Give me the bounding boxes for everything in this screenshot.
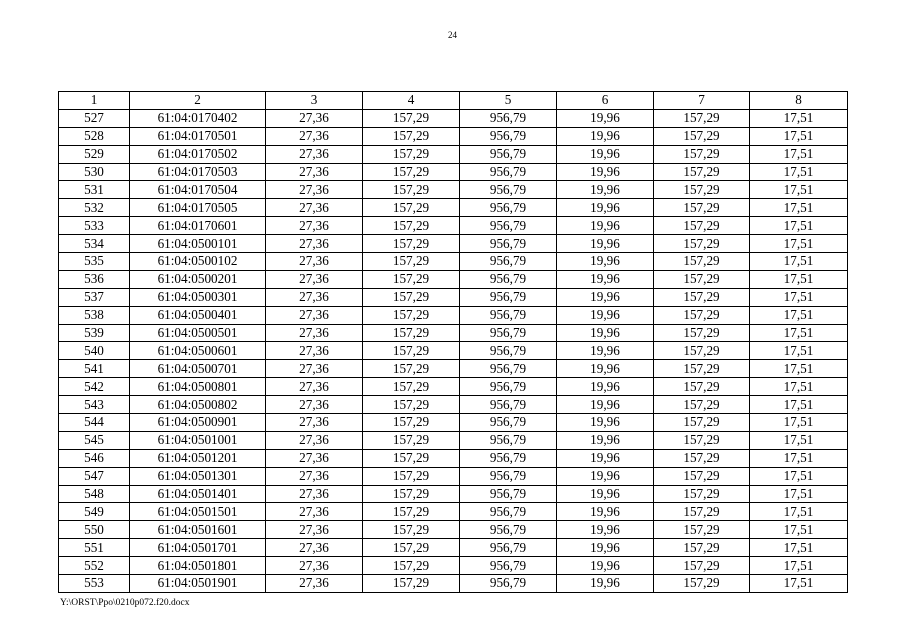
table-cell: 157,29: [363, 467, 460, 485]
table-cell: 527: [59, 109, 130, 127]
table-cell: 956,79: [460, 539, 557, 557]
table-row: [59, 288, 848, 306]
table-cell: 539: [59, 324, 130, 342]
table-row: [59, 467, 848, 485]
table-cell: 533: [59, 217, 130, 235]
column-header-2: 2: [130, 92, 266, 110]
table-cell: 548: [59, 485, 130, 503]
column-header-3: 3: [266, 92, 363, 110]
table-cell: 61:04:0170501: [130, 127, 266, 145]
table-cell: 61:04:0500102: [130, 253, 266, 271]
table-cell: 17,51: [750, 324, 848, 342]
table-cell: 19,96: [557, 431, 654, 449]
table-cell: 547: [59, 467, 130, 485]
table-cell: 19,96: [557, 467, 654, 485]
table-cell: 157,29: [363, 235, 460, 253]
table-cell: 536: [59, 270, 130, 288]
table-cell: 27,36: [266, 181, 363, 199]
table-cell: 956,79: [460, 467, 557, 485]
table-cell: 61:04:0500801: [130, 378, 266, 396]
table-cell: 157,29: [654, 557, 750, 575]
table-cell: 157,29: [654, 127, 750, 145]
table-cell: 157,29: [363, 539, 460, 557]
table-row: [59, 575, 848, 593]
table-cell: 17,51: [750, 557, 848, 575]
table-cell: 19,96: [557, 414, 654, 432]
table-cell: 61:04:0500701: [130, 360, 266, 378]
page-number: 24: [448, 30, 457, 40]
table-cell: 535: [59, 253, 130, 271]
table-row: [59, 431, 848, 449]
table-cell: 157,29: [654, 145, 750, 163]
table-cell: 17,51: [750, 145, 848, 163]
table-cell: 19,96: [557, 449, 654, 467]
table-row: [59, 109, 848, 127]
table-cell: 956,79: [460, 181, 557, 199]
table-cell: 61:04:0500101: [130, 235, 266, 253]
table-cell: 157,29: [363, 145, 460, 163]
table-body: [59, 109, 848, 592]
table-cell: 19,96: [557, 342, 654, 360]
table-cell: 157,29: [363, 485, 460, 503]
table-cell: 157,29: [363, 396, 460, 414]
table-cell: 956,79: [460, 109, 557, 127]
table-cell: 534: [59, 235, 130, 253]
table-cell: 157,29: [654, 431, 750, 449]
table-cell: 17,51: [750, 270, 848, 288]
table-cell: 27,36: [266, 270, 363, 288]
table-cell: 157,29: [654, 109, 750, 127]
table-cell: 61:04:0500601: [130, 342, 266, 360]
table-cell: 61:04:0501401: [130, 485, 266, 503]
table-cell: 17,51: [750, 503, 848, 521]
table-cell: 956,79: [460, 163, 557, 181]
table-cell: 549: [59, 503, 130, 521]
table-cell: 956,79: [460, 396, 557, 414]
table-row: [59, 521, 848, 539]
table-row: [59, 181, 848, 199]
table-row: [59, 324, 848, 342]
table-cell: 956,79: [460, 127, 557, 145]
column-header-4: 4: [363, 92, 460, 110]
table-cell: 956,79: [460, 270, 557, 288]
table-cell: 157,29: [654, 521, 750, 539]
table-cell: 61:04:0500201: [130, 270, 266, 288]
table-cell: 157,29: [654, 575, 750, 593]
table-cell: 157,29: [654, 378, 750, 396]
table-cell: 17,51: [750, 360, 848, 378]
table-cell: 61:04:0501501: [130, 503, 266, 521]
table-cell: 956,79: [460, 288, 557, 306]
table-cell: 17,51: [750, 306, 848, 324]
table-cell: 157,29: [363, 575, 460, 593]
table-cell: 19,96: [557, 235, 654, 253]
table-cell: 157,29: [654, 503, 750, 521]
table-cell: 157,29: [363, 217, 460, 235]
table-row: [59, 378, 848, 396]
table-cell: 19,96: [557, 378, 654, 396]
table-row: [59, 253, 848, 271]
table-cell: 956,79: [460, 235, 557, 253]
table-cell: 61:04:0500901: [130, 414, 266, 432]
table-cell: 17,51: [750, 539, 848, 557]
table-cell: 956,79: [460, 449, 557, 467]
table-cell: 17,51: [750, 378, 848, 396]
table-cell: 27,36: [266, 217, 363, 235]
table-cell: 61:04:0501701: [130, 539, 266, 557]
header-row: [59, 92, 848, 110]
table-cell: 61:04:0500501: [130, 324, 266, 342]
table-cell: 956,79: [460, 217, 557, 235]
table-cell: 544: [59, 414, 130, 432]
table-row: [59, 557, 848, 575]
table-cell: 61:04:0170502: [130, 145, 266, 163]
table-cell: 540: [59, 342, 130, 360]
table-cell: 530: [59, 163, 130, 181]
table-cell: 61:04:0501801: [130, 557, 266, 575]
table-cell: 157,29: [363, 521, 460, 539]
table-cell: 956,79: [460, 199, 557, 217]
table-cell: 27,36: [266, 324, 363, 342]
table-cell: 157,29: [654, 288, 750, 306]
table-cell: 17,51: [750, 521, 848, 539]
table-cell: 542: [59, 378, 130, 396]
table-cell: 27,36: [266, 449, 363, 467]
table-cell: 552: [59, 557, 130, 575]
table-cell: 17,51: [750, 396, 848, 414]
table-cell: 61:04:0501001: [130, 431, 266, 449]
table-cell: 27,36: [266, 503, 363, 521]
table-cell: 27,36: [266, 485, 363, 503]
table-cell: 61:04:0170503: [130, 163, 266, 181]
table-cell: 19,96: [557, 217, 654, 235]
table-cell: 61:04:0170504: [130, 181, 266, 199]
table-cell: 956,79: [460, 253, 557, 271]
table-cell: 157,29: [654, 360, 750, 378]
table-cell: 157,29: [363, 199, 460, 217]
table-cell: 19,96: [557, 127, 654, 145]
table-cell: 157,29: [363, 557, 460, 575]
table-cell: 17,51: [750, 288, 848, 306]
column-header-6: 6: [557, 92, 654, 110]
table-cell: 537: [59, 288, 130, 306]
table-cell: 19,96: [557, 270, 654, 288]
table-cell: 27,36: [266, 396, 363, 414]
table-cell: 61:04:0170505: [130, 199, 266, 217]
table-cell: 19,96: [557, 360, 654, 378]
table-row: [59, 414, 848, 432]
table-cell: 157,29: [363, 288, 460, 306]
table-cell: 27,36: [266, 378, 363, 396]
table-cell: 61:04:0500401: [130, 306, 266, 324]
table-cell: 17,51: [750, 217, 848, 235]
table-cell: 157,29: [654, 485, 750, 503]
table-cell: 19,96: [557, 324, 654, 342]
table-cell: 27,36: [266, 557, 363, 575]
table-cell: 17,51: [750, 163, 848, 181]
table-cell: 157,29: [363, 127, 460, 145]
table-cell: 61:04:0501301: [130, 467, 266, 485]
table-cell: 956,79: [460, 557, 557, 575]
table-cell: 956,79: [460, 324, 557, 342]
table-cell: 27,36: [266, 360, 363, 378]
column-header-7: 7: [654, 92, 750, 110]
table-cell: 61:04:0501601: [130, 521, 266, 539]
table-cell: 19,96: [557, 306, 654, 324]
table-cell: 27,36: [266, 127, 363, 145]
table-cell: 19,96: [557, 163, 654, 181]
table-row: [59, 235, 848, 253]
table-cell: 27,36: [266, 109, 363, 127]
column-header-8: 8: [750, 92, 848, 110]
table-cell: 157,29: [363, 306, 460, 324]
table-cell: 546: [59, 449, 130, 467]
column-header-1: 1: [59, 92, 130, 110]
table-cell: 27,36: [266, 145, 363, 163]
table-cell: 543: [59, 396, 130, 414]
table-cell: 528: [59, 127, 130, 145]
table-cell: 157,29: [363, 253, 460, 271]
table-row: [59, 217, 848, 235]
table-cell: 157,29: [654, 414, 750, 432]
table-cell: 157,29: [363, 270, 460, 288]
table-cell: 157,29: [654, 181, 750, 199]
table-cell: 529: [59, 145, 130, 163]
table-cell: 157,29: [654, 539, 750, 557]
table-cell: 157,29: [654, 270, 750, 288]
table-cell: 27,36: [266, 467, 363, 485]
table-cell: 17,51: [750, 414, 848, 432]
table-cell: 157,29: [654, 324, 750, 342]
table-cell: 550: [59, 521, 130, 539]
data-table: [58, 91, 848, 593]
table-cell: 956,79: [460, 503, 557, 521]
table-cell: 19,96: [557, 181, 654, 199]
table-row: [59, 270, 848, 288]
table-cell: 19,96: [557, 396, 654, 414]
table-cell: 27,36: [266, 575, 363, 593]
table-cell: 956,79: [460, 342, 557, 360]
table-cell: 19,96: [557, 485, 654, 503]
table-cell: 157,29: [363, 414, 460, 432]
table-cell: 157,29: [654, 449, 750, 467]
table-cell: 61:04:0501901: [130, 575, 266, 593]
table-cell: 19,96: [557, 288, 654, 306]
table-cell: 19,96: [557, 503, 654, 521]
table-cell: 17,51: [750, 109, 848, 127]
table-cell: 27,36: [266, 253, 363, 271]
table-row: [59, 199, 848, 217]
table-cell: 157,29: [654, 235, 750, 253]
table-cell: 19,96: [557, 109, 654, 127]
table-cell: 956,79: [460, 414, 557, 432]
table-cell: 956,79: [460, 145, 557, 163]
table-cell: 27,36: [266, 163, 363, 181]
table-cell: 157,29: [363, 109, 460, 127]
table-cell: 17,51: [750, 485, 848, 503]
table-cell: 17,51: [750, 253, 848, 271]
table-cell: 541: [59, 360, 130, 378]
table-cell: 27,36: [266, 235, 363, 253]
table-cell: 157,29: [363, 378, 460, 396]
table-cell: 61:04:0500802: [130, 396, 266, 414]
table-cell: 956,79: [460, 521, 557, 539]
table-cell: 956,79: [460, 431, 557, 449]
table-row: [59, 539, 848, 557]
table-cell: 61:04:0500301: [130, 288, 266, 306]
table-cell: 27,36: [266, 306, 363, 324]
table-cell: 27,36: [266, 414, 363, 432]
table-cell: 538: [59, 306, 130, 324]
table-cell: 17,51: [750, 467, 848, 485]
table-row: [59, 145, 848, 163]
table-cell: 27,36: [266, 288, 363, 306]
table-cell: 157,29: [363, 342, 460, 360]
table-cell: 157,29: [363, 181, 460, 199]
table-row: [59, 449, 848, 467]
table-cell: 956,79: [460, 378, 557, 396]
table-cell: 956,79: [460, 306, 557, 324]
column-header-5: 5: [460, 92, 557, 110]
table-cell: 157,29: [363, 324, 460, 342]
table-cell: 157,29: [654, 396, 750, 414]
table-cell: 27,36: [266, 431, 363, 449]
table-cell: 157,29: [654, 199, 750, 217]
table-row: [59, 396, 848, 414]
table-cell: 157,29: [363, 163, 460, 181]
table-cell: 17,51: [750, 342, 848, 360]
table-cell: 157,29: [363, 431, 460, 449]
table-cell: 553: [59, 575, 130, 593]
table-cell: 17,51: [750, 449, 848, 467]
table-row: [59, 360, 848, 378]
table-cell: 19,96: [557, 521, 654, 539]
table-cell: 61:04:0501201: [130, 449, 266, 467]
table-cell: 532: [59, 199, 130, 217]
table-cell: 27,36: [266, 342, 363, 360]
table-row: [59, 127, 848, 145]
table-cell: 17,51: [750, 127, 848, 145]
table-cell: 27,36: [266, 539, 363, 557]
table-cell: 157,29: [363, 503, 460, 521]
table-cell: 17,51: [750, 199, 848, 217]
table-cell: 61:04:0170402: [130, 109, 266, 127]
table-cell: 157,29: [654, 217, 750, 235]
table-row: [59, 503, 848, 521]
table-cell: 157,29: [654, 467, 750, 485]
table-row: [59, 306, 848, 324]
table-cell: 19,96: [557, 539, 654, 557]
table-cell: 27,36: [266, 199, 363, 217]
table-row: [59, 485, 848, 503]
table-row: [59, 342, 848, 360]
table-cell: 157,29: [654, 342, 750, 360]
footer-file-path: Y:\ORST\Ppo\0210p072.f20.docx: [60, 598, 190, 608]
table-cell: 19,96: [557, 557, 654, 575]
table-cell: 157,29: [654, 163, 750, 181]
table-cell: 19,96: [557, 145, 654, 163]
table-cell: 956,79: [460, 485, 557, 503]
table-cell: 17,51: [750, 431, 848, 449]
table-cell: 551: [59, 539, 130, 557]
table-cell: 19,96: [557, 253, 654, 271]
table-cell: 17,51: [750, 235, 848, 253]
table-cell: 545: [59, 431, 130, 449]
table-cell: 157,29: [363, 360, 460, 378]
table-cell: 19,96: [557, 575, 654, 593]
table-cell: 17,51: [750, 575, 848, 593]
table-cell: 19,96: [557, 199, 654, 217]
table-cell: 531: [59, 181, 130, 199]
table-cell: 157,29: [654, 306, 750, 324]
table-cell: 61:04:0170601: [130, 217, 266, 235]
table-row: [59, 163, 848, 181]
table-cell: 157,29: [363, 449, 460, 467]
table-cell: 956,79: [460, 575, 557, 593]
table-cell: 17,51: [750, 181, 848, 199]
table-cell: 956,79: [460, 360, 557, 378]
table-cell: 157,29: [654, 253, 750, 271]
table-cell: 27,36: [266, 521, 363, 539]
